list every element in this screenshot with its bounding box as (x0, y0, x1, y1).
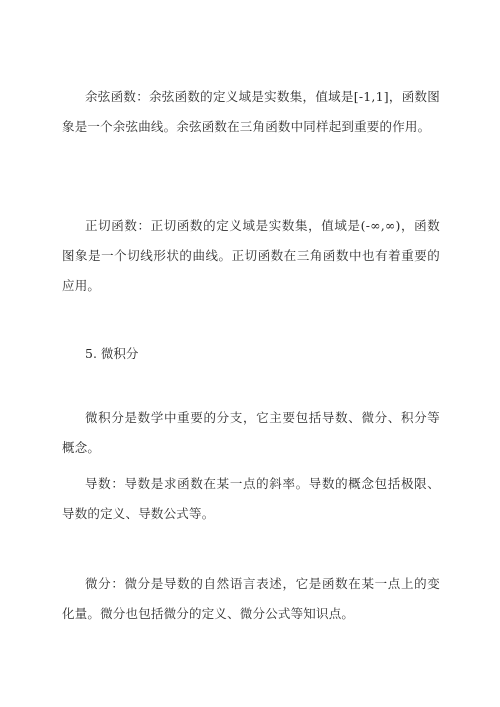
tangent-function-paragraph: 正切函数：正切函数的定义域是实数集，值域是(-∞,∞)，函数图象是一个切线形状的曲线。正切函数在三角函数中也有着重要的应用。 (62, 218, 440, 293)
derivative-paragraph: 导数：导数是求函数在某一点的斜率。导数的概念包括极限、导数的定义、导数公式等。 (62, 476, 440, 521)
differential-paragraph: 微分：微分是导数的自然语言表述，它是函数在某一点上的变化量。微分也包括微分的定义、微分公式等知识点。 (62, 576, 440, 621)
cosine-function-paragraph: 余弦函数：余弦函数的定义域是实数集，值域是[-1,1]，函数图象是一个余弦曲线。余弦函数在三角函数中同样起到重要的作用。 (62, 89, 440, 134)
calculus-intro-paragraph: 微积分是数学中重要的分支，它主要包括导数、微分、积分等概念。 (62, 410, 440, 455)
section-heading-calculus: 5. 微积分 (85, 346, 139, 361)
